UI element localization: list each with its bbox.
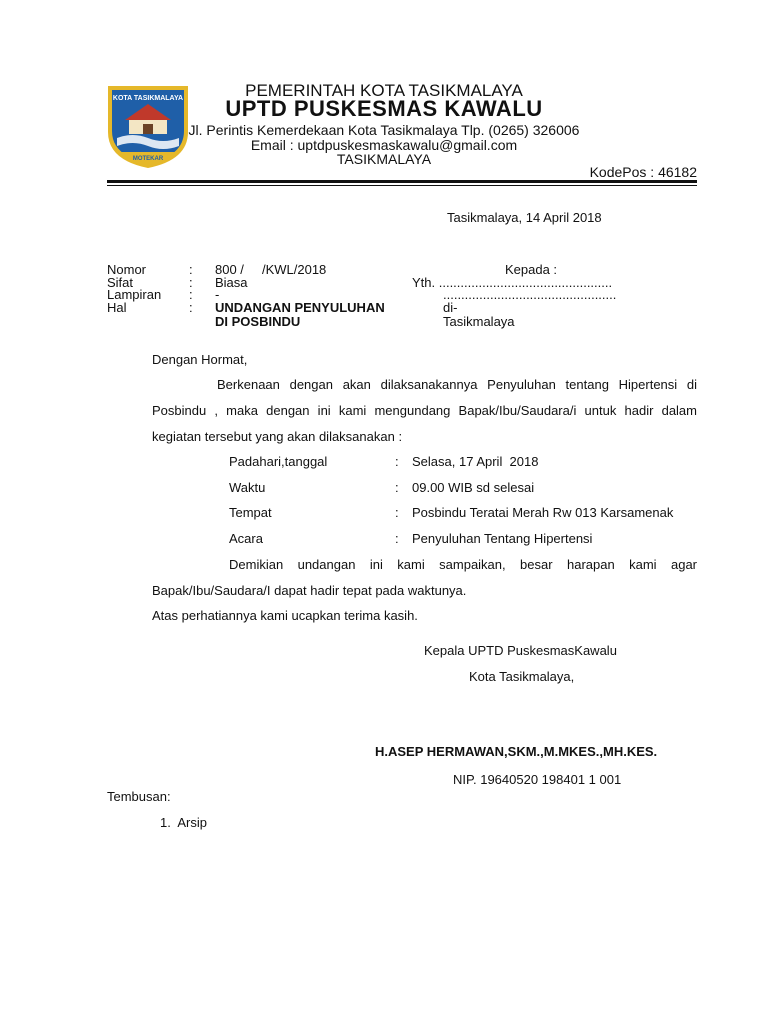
letterhead-email: Email : uptdpuskesmaskawalu@gmail.com (250, 137, 518, 153)
meta-value-hal-line2: DI POSBINDU (215, 314, 301, 329)
letterhead-divider-thin (107, 185, 697, 186)
meta-label-hal: Hal (107, 300, 127, 315)
recipient-kepada: Kepada : (505, 262, 558, 277)
closing-paragraph-line2: Bapak/Ibu/Saudara/I dapat hadir tepat pada waktunya. (152, 583, 467, 598)
thanks-line: Atas perhatiannya kami ucapkan terima kasih. (152, 608, 418, 623)
detail-value-date: Selasa, 17 April 2018 (412, 454, 539, 469)
signature-name: H.ASEP HERMAWAN,SKM.,M.MKES.,MH.KES. (375, 744, 658, 759)
meta-colon: : (189, 262, 193, 277)
recipient-place: Tasikmalaya (443, 314, 515, 329)
letter-date: Tasikmalaya, 14 April 2018 (447, 210, 602, 225)
letterhead-government: PEMERINTAH KOTA TASIKMALAYA (245, 81, 523, 100)
greeting: Dengan Hormat, (152, 352, 248, 367)
detail-label-place: Tempat (229, 505, 272, 520)
signature-nip: NIP. 19640520 198401 1 001 (453, 772, 622, 787)
meta-value-lampiran: - (215, 287, 220, 302)
meta-colon: : (189, 287, 193, 302)
meta-label-nomor: Nomor (107, 262, 147, 277)
signature-title: Kepala UPTD PuskesmasKawalu (424, 643, 617, 658)
tembusan-item: 1. Arsip (160, 815, 207, 830)
detail-value-time: 09.00 WIB sd selesai (412, 480, 535, 495)
detail-label-time: Waktu (229, 480, 266, 495)
letterhead-divider-thick (107, 180, 697, 183)
meta-colon: : (189, 275, 193, 290)
opening-paragraph-line2: Posbindu , maka dengan ini kami mengundang Bapak/Ibu/Saudara/i untuk hadir dalam (152, 403, 697, 418)
meta-label-lampiran: Lampiran (107, 287, 162, 302)
recipient-dots: ................................................ (443, 287, 617, 302)
recipient-yth: Yth. ................................................ (412, 275, 613, 290)
logo-bottom-text: MOTEKAR (132, 156, 164, 162)
closing-paragraph-line1: Demikian undangan ini kami sampaikan, besar harapan kami agar (229, 557, 697, 572)
detail-colon: : (395, 505, 399, 520)
detail-colon: : (395, 480, 399, 495)
recipient-di: di- (443, 300, 458, 315)
signature-city: Kota Tasikmalaya, (469, 669, 575, 684)
detail-value-place: Posbindu Teratai Merah Rw 013 Karsamenak (412, 505, 674, 520)
tembusan-label: Tembusan: (107, 789, 171, 804)
meta-colon: : (189, 300, 193, 315)
letterhead-postcode: KodePos : 46182 (589, 164, 697, 180)
opening-paragraph-line1: Berkenaan dengan akan dilaksanakannya Penyuluhan tentang Hipertensi di (217, 377, 697, 392)
meta-value-sifat: Biasa (215, 275, 248, 290)
meta-value-nomor: 800 / /KWL/2018 (215, 262, 327, 277)
letterhead-city: TASIKMALAYA (336, 151, 432, 167)
meta-label-sifat: Sifat (107, 275, 134, 290)
detail-label-date: Padahari,tanggal (229, 454, 328, 469)
letterhead-institution: UPTD PUSKESMAS KAWALU (225, 96, 543, 121)
detail-label-event: Acara (229, 531, 263, 546)
letterhead-address: Jl. Perintis Kemerdekaan Kota Tasikmalaya Tlp. (0265) 326006 (188, 122, 580, 138)
meta-value-hal: UNDANGAN PENYULUHAN (215, 300, 385, 315)
detail-colon: : (395, 454, 399, 469)
detail-colon: : (395, 531, 399, 546)
opening-paragraph-line3: kegiatan tersebut yang akan dilaksanakan : (152, 429, 403, 444)
logo-top-text: KOTA TASIKMALAYA (112, 95, 184, 102)
detail-value-event: Penyuluhan Tentang Hipertensi (412, 531, 593, 546)
